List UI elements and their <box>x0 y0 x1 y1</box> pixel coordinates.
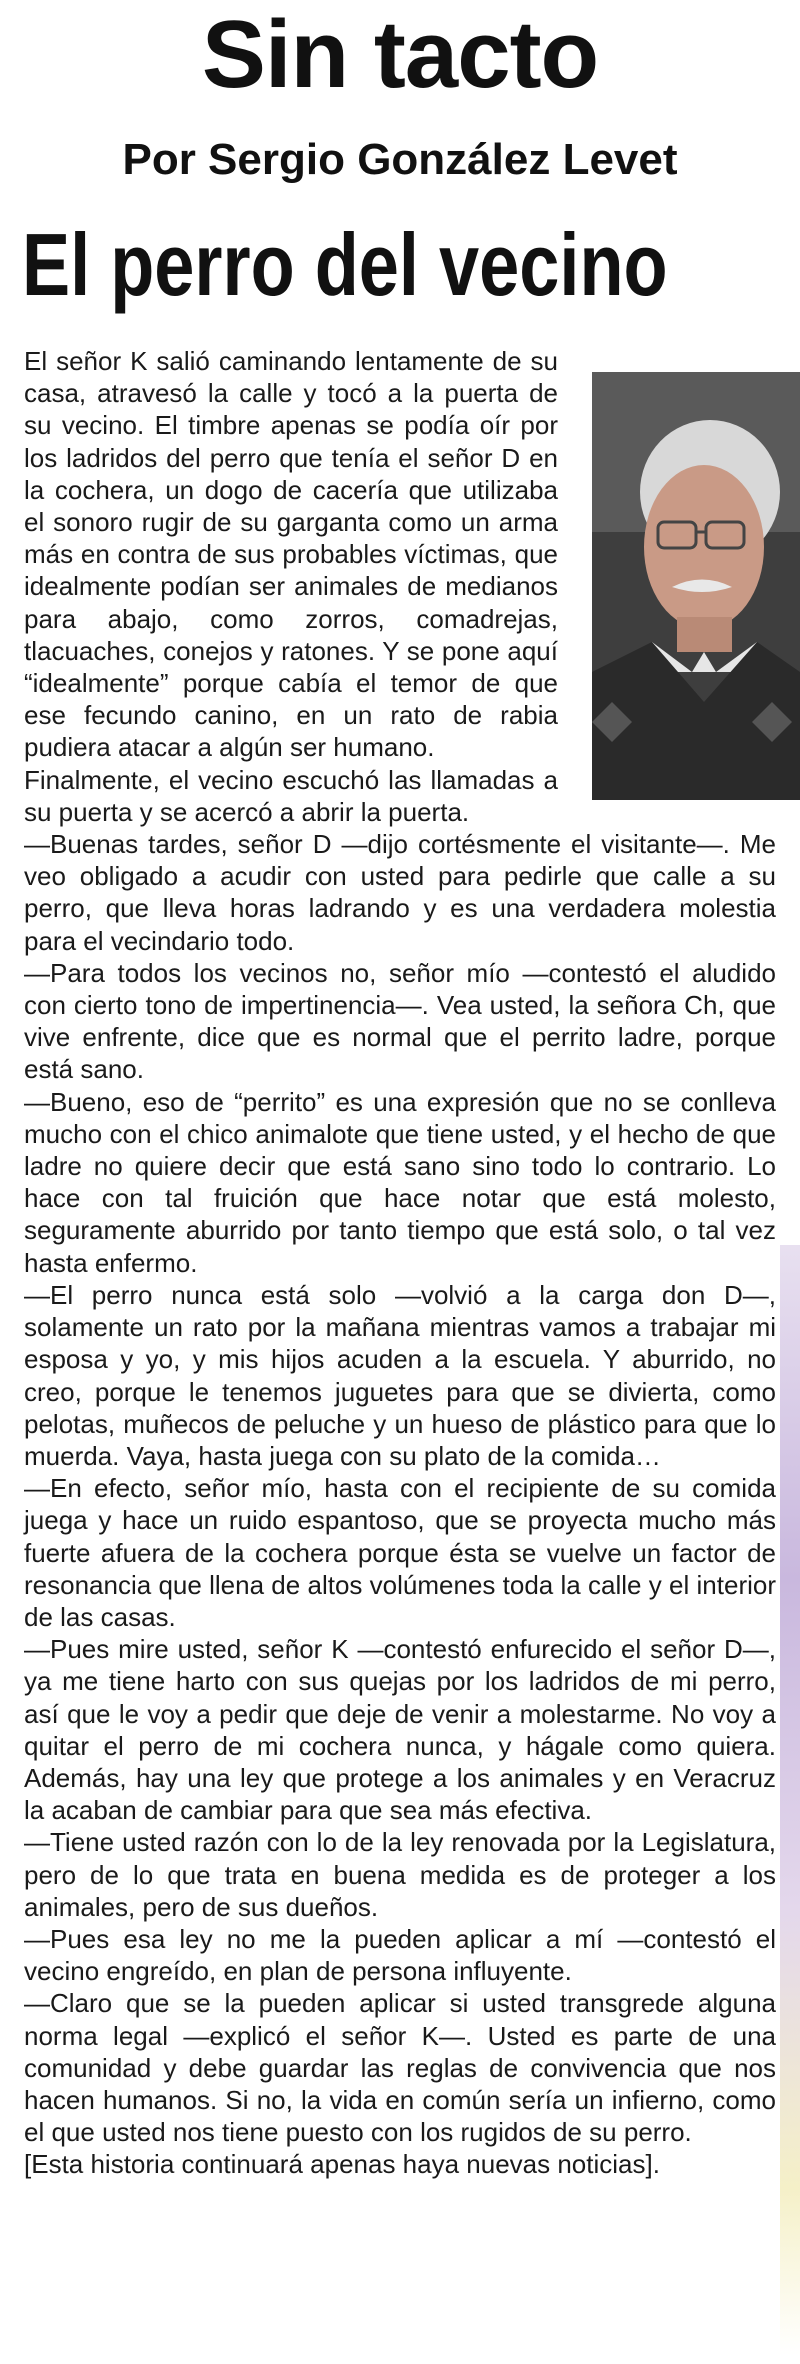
article-paragraph: [Esta historia continuará apenas haya nuevas noticias]. <box>24 2149 660 2180</box>
article-paragraph: —Tiene usted razón con lo de la ley renovada por la Legislatura, pero de lo que trata en buena medida es de proteger a los animales, pero de sus dueños. <box>24 1827 776 1922</box>
article-paragraph: —En efecto, señor mío, hasta con el recipiente de su comida juega y hace un ruido espantoso, que se proyecta mucho más fuerte afuera de la cochera porque ésta se vuelve un factor de resonancia que llena de altos volúmenes toda la calle y el interior de las casas. <box>24 1473 776 1632</box>
article-paragraph: —Pues esa ley no me la pueden aplicar a mí —contestó el vecino engreído, en plan de persona influyente. <box>24 1923 776 1987</box>
article-headline: El perro del vecino <box>22 215 668 314</box>
article-paragraph: Finalmente, el vecino escuchó las llamadas a su puerta y se acercó a abrir la puerta. <box>24 764 558 827</box>
author-byline: Por Sergio González Levet <box>122 135 678 184</box>
article-paragraph: —Bueno, eso de “perrito” es una expresión que no se conlleva mucho con el chico animalote que tiene usted, y el hecho de que ladre no quiere decir que está sano sino todo lo contrario. Lo hace con tal fruición que hace notar que está molesto, seguramente aburrido por tanto tiempo que está solo, o tal vez hasta enfermo. <box>24 1086 776 1278</box>
article-paragraph: —Para todos los vecinos no, señor mío —contestó el aludido con cierto tono de impertinencia—. Vea usted, la señora Ch, que vive enfrente, dice que es normal que el perrito ladre, porque está sano. <box>24 957 776 1085</box>
article-paragraph: —Buenas tardes, señor D —dijo cortésmente el visitante—. Me veo obligado a acudir con usted para pedirle que calle a su perro, que lleva horas ladrando y es una verdadera molestia para el vecindario todo. <box>24 829 776 956</box>
column-title: Sin tacto <box>201 1 599 108</box>
photo-wrap-spacer <box>576 345 776 785</box>
article-paragraph: —El perro nunca está solo —volvió a la carga don D—, solamente un rato por la mañana mientras vamos a trabajar mi esposa y yo, y mis hijos acuden a la escuela. Y aburrido, no creo, porque le tenemos juguetes para que se divierta, como pelotas, muñecos de peluche y un hueso de plástico para que lo muerda. Vaya, hasta juega con su plato de la comida… <box>24 1279 776 1471</box>
article-paragraph: —Pues mire usted, señor K —contestó enfurecido el señor D—, ya me tiene harto con sus quejas por los ladridos de mi perro, así que le voy a pedir que deje de venir a molestarme. No voy a quitar el perro de mi cochera nunca, y hágale como quiera. Además, hay una ley que protege a los animales y en Veracruz la acaban de cambiar para que sea más efectiva. <box>24 1634 776 1826</box>
article-body <box>24 345 776 2181</box>
article-paragraph: —Claro que se la pueden aplicar si usted transgrede alguna norma legal —explicó el señor K—. Usted es parte de una comunidad y debe guardar las reglas de convivencia que nos hacen humanos. Si no, la vida en común sería un infierno, como el que usted nos tiene puesto con los rugidos de su perro. <box>24 1988 776 2148</box>
article-paragraph: El señor K salió caminando lentamente de su casa, atravesó la calle y tocó a la puerta de su vecino. El timbre apenas se podía oír por los ladridos del perro que tenía el señor D en la cochera, un dogo de cacería que utilizaba el sonoro rugir de su garganta como un arma más en contra de sus probables víctimas, que idealmente podían ser animales de medianos para abajo, como zorros, comadrejas, tlacuaches, conejos y ratones. Y se pone aquí “idealmente” porque cabía el temor de que ese fecundo canino, en un rato de rabia pudiera atacar a algún ser humano. <box>24 346 558 763</box>
adjacent-page-edge <box>780 1245 800 2355</box>
